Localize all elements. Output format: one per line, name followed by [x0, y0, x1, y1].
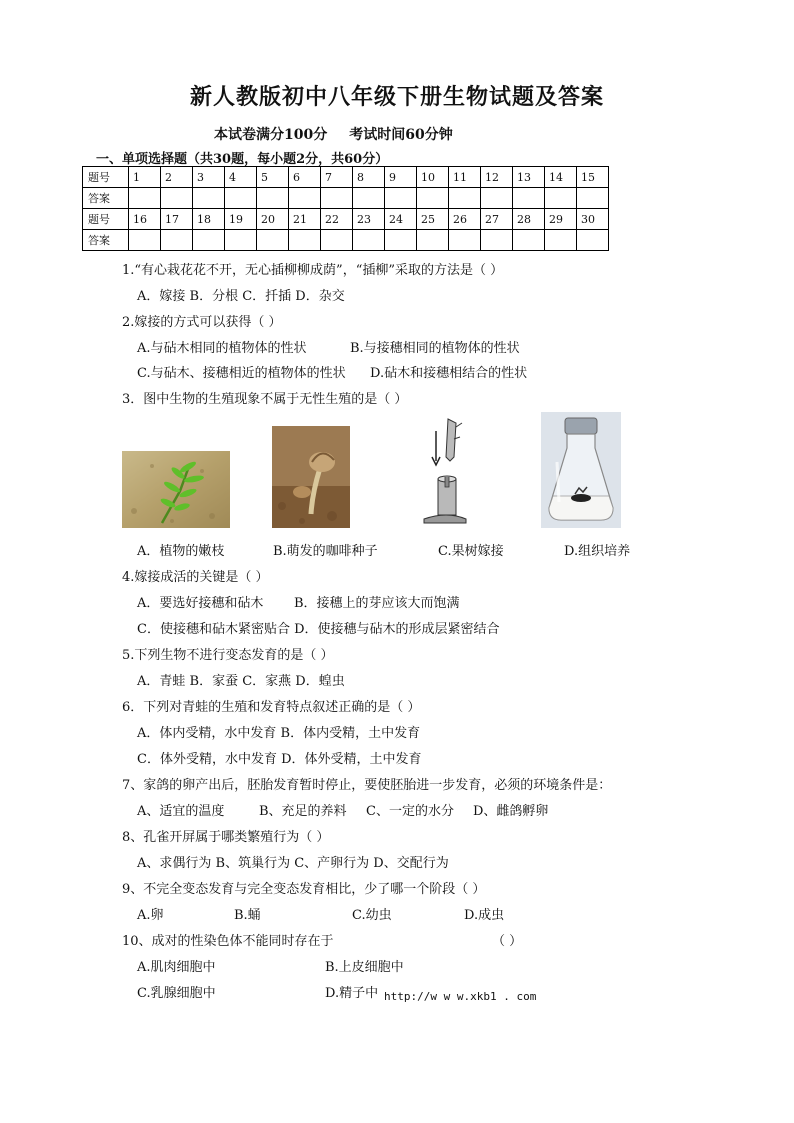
answer-cell[interactable]: [577, 188, 609, 209]
question-stem: 5.下列生物不进行变态发育的是（ ）: [122, 648, 334, 663]
answer-cell[interactable]: [353, 188, 385, 209]
question-number: 1: [129, 167, 161, 188]
question-number: 23: [353, 209, 385, 230]
option-d: D.砧木和接穗相结合的性状: [370, 366, 528, 381]
answer-cell[interactable]: [161, 188, 193, 209]
question-options: A、求偶行为 B、筑巢行为 C、产卵行为 D、交配行为: [137, 856, 449, 871]
option-b: B.与接穗相同的植物体的性状: [350, 341, 520, 356]
answer-cell[interactable]: [225, 230, 257, 251]
source-url: http://w w w.xkb1 . com: [384, 990, 537, 1003]
table-row: [83, 230, 609, 251]
row-header: 题号: [83, 209, 129, 230]
row-header: 题号: [83, 167, 129, 188]
table-row: [83, 209, 609, 230]
option-cd: C．使接穗和砧木紧密贴合 D．使接穗与砧木的形成层紧密结合: [137, 622, 500, 637]
question-stem: 6．下列对青蛙的生殖和发育特点叙述正确的是（ ）: [122, 700, 421, 715]
question-number: 6: [289, 167, 321, 188]
question-number: 4: [225, 167, 257, 188]
question-number: 25: [417, 209, 449, 230]
question-number: 22: [321, 209, 353, 230]
question-number: 8: [353, 167, 385, 188]
question-stem: 10、成对的性染色体不能同时存在于: [122, 934, 334, 949]
question-number: 20: [257, 209, 289, 230]
question-number: 18: [193, 209, 225, 230]
option-ab: A．体内受精，水中发育 B．体内受精，土中发育: [137, 726, 421, 741]
question-stem: 9、不完全变态发育与完全变态发育相比，少了哪一个阶段（ ）: [122, 882, 486, 897]
exam-info: [214, 124, 453, 144]
plant-shoot-image: [122, 451, 230, 528]
image-caption-c: C.果树嫁接: [438, 544, 504, 559]
answer-cell[interactable]: [193, 230, 225, 251]
image-caption-b: B.萌发的咖啡种子: [273, 544, 378, 559]
answer-parenthesis: （ ）: [492, 934, 523, 949]
option-d: D、雌鸽孵卵: [473, 804, 549, 819]
question-number: 14: [545, 167, 577, 188]
answer-cell[interactable]: [353, 230, 385, 251]
question-number: 30: [577, 209, 609, 230]
answer-cell[interactable]: [513, 230, 545, 251]
question-stem: 7、家鸽的卵产出后，胚胎发育暂时停止，要使胚胎进一步发育，必须的环境条件是：: [122, 778, 612, 793]
table-row: [83, 188, 609, 209]
tissue-culture-image: [541, 412, 621, 528]
question-number: 19: [225, 209, 257, 230]
question-number: 9: [385, 167, 417, 188]
question-number: 2: [161, 167, 193, 188]
answer-cell[interactable]: [257, 230, 289, 251]
question-number: 17: [161, 209, 193, 230]
question-number: 7: [321, 167, 353, 188]
question-stem: 1.“有心栽花花不开，无心插柳柳成荫”，“插柳”采取的方法是（ ）: [122, 263, 504, 278]
answer-cell[interactable]: [161, 230, 193, 251]
question-number: 28: [513, 209, 545, 230]
answer-cell[interactable]: [545, 188, 577, 209]
option-a: A.肌肉细胞中: [137, 960, 216, 975]
question-number: 10: [417, 167, 449, 188]
question-options: A．嫁接 B．分根 C．扦插 D．杂交: [137, 289, 345, 304]
answer-cell[interactable]: [225, 188, 257, 209]
question-number: 11: [449, 167, 481, 188]
question-number: 26: [449, 209, 481, 230]
question-stem: 3．图中生物的生殖现象不属于无性生殖的是（ ）: [122, 392, 408, 407]
option-b: B、充足的养料: [259, 804, 347, 819]
question-number: 24: [385, 209, 417, 230]
question-number: 15: [577, 167, 609, 188]
option-cd: C．体外受精，水中发育 D．体外受精，土中发育: [137, 752, 422, 767]
option-d: D.精子中: [325, 986, 379, 1001]
answer-cell[interactable]: [289, 188, 321, 209]
page-title: 新人教版初中八年级下册生物试题及答案: [189, 84, 604, 110]
question-number: 29: [545, 209, 577, 230]
grafting-diagram-image: [418, 417, 468, 527]
answer-cell[interactable]: [385, 188, 417, 209]
question-number: 21: [289, 209, 321, 230]
option-a: A．要选好接穗和砧木: [137, 596, 264, 611]
question-number: 27: [481, 209, 513, 230]
question-stem: 2.嫁接的方式可以获得（ ）: [122, 315, 282, 330]
answer-cell[interactable]: [449, 230, 481, 251]
table-row: [83, 167, 609, 188]
question-number: 13: [513, 167, 545, 188]
answer-cell[interactable]: [545, 230, 577, 251]
option-a: A、适宜的温度: [137, 804, 225, 819]
exam-time: 考试时间60分钟: [349, 127, 453, 143]
question-number: 3: [193, 167, 225, 188]
answer-cell[interactable]: [321, 230, 353, 251]
answer-cell[interactable]: [289, 230, 321, 251]
option-c: C.乳腺细胞中: [137, 986, 216, 1001]
full-score: 本试卷满分100分: [214, 127, 328, 143]
question-stem: 8、孔雀开屏属于哪类繁殖行为（ ）: [122, 830, 330, 845]
option-c: C.与砧木、接穗相近的植物体的性状: [137, 366, 346, 381]
option-b: B.蛹: [234, 908, 261, 923]
answer-cell[interactable]: [481, 188, 513, 209]
question-number: 5: [257, 167, 289, 188]
option-a: A.卵: [137, 908, 164, 923]
answer-cell[interactable]: [257, 188, 289, 209]
coffee-seed-image: [272, 426, 350, 528]
answer-cell[interactable]: [321, 188, 353, 209]
answer-table: [82, 166, 609, 251]
question-options: A．青蛙 B．家蚕 C．家燕 D．蝗虫: [137, 674, 345, 689]
answer-cell[interactable]: [193, 188, 225, 209]
answer-cell[interactable]: [417, 188, 449, 209]
question-number: 16: [129, 209, 161, 230]
option-a: A.与砧木相同的植物体的性状: [137, 341, 307, 356]
answer-cell[interactable]: [513, 188, 545, 209]
question-number: 12: [481, 167, 513, 188]
answer-cell[interactable]: [129, 188, 161, 209]
option-c: C、一定的水分: [366, 804, 454, 819]
option-c: C.幼虫: [352, 908, 392, 923]
question-stem: 4.嫁接成活的关键是（ ）: [122, 570, 269, 585]
option-b: B.上皮细胞中: [325, 960, 404, 975]
option-d: D.成虫: [464, 908, 505, 923]
section-heading: 一、单项选择题（共30题，每小题2分，共60分）: [96, 152, 389, 167]
answer-cell[interactable]: [577, 230, 609, 251]
answer-cell[interactable]: [481, 230, 513, 251]
answer-cell[interactable]: [385, 230, 417, 251]
image-caption-a: A．植物的嫩枝: [137, 544, 225, 559]
row-header: 答案: [83, 230, 129, 251]
answer-cell[interactable]: [417, 230, 449, 251]
row-header: 答案: [83, 188, 129, 209]
answer-cell[interactable]: [449, 188, 481, 209]
image-caption-d: D.组织培养: [564, 544, 631, 559]
option-b: B．接穗上的芽应该大而饱满: [294, 596, 460, 611]
answer-cell[interactable]: [129, 230, 161, 251]
